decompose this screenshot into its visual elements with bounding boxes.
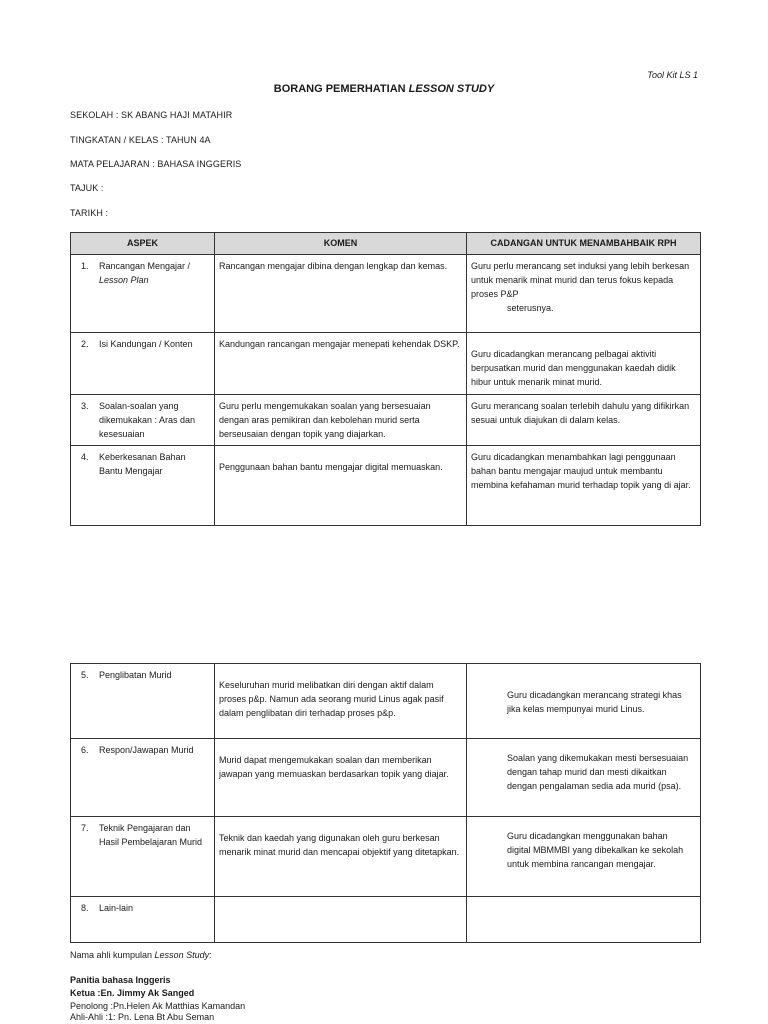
field-tingkatan: TINGKATAN / KELAS : TAHUN 4A (70, 135, 211, 145)
aspect-cell: 4. Keberkesanan Bahan Bantu Mengajar (71, 446, 215, 526)
observation-table-2 (70, 663, 701, 943)
cadangan-cell: Guru dicadangkan merancang strategi khas jika kelas mempunyai murid Linus. (467, 664, 701, 739)
cadangan-cell: Guru dicadangkan merancang pelbagai aktiviti berpusatkan murid dan menggunakan kaedah didik hibur untuk menarik minat murid. (467, 333, 701, 395)
table-row (71, 817, 701, 897)
aspect-cell: 1. Rancangan Mengajar / Lesson Plan (71, 255, 215, 333)
cadangan-cell: Guru dicadangkan menggunakan bahan digital MBMMBI yang dibekalkan ke sekolah untuk membina rancangan mengajar. (467, 817, 701, 897)
header-komen: KOMEN (215, 233, 467, 255)
aspect-cell: 5. Penglibatan Murid (71, 664, 215, 739)
table-header-row (71, 233, 701, 255)
toolkit-label: Tool Kit LS 1 (647, 70, 698, 80)
penolong-label: Penolong :Pn.Helen Ak Matthias Kamandan (70, 1001, 246, 1011)
table-row (71, 255, 701, 333)
field-mata-pelajaran: MATA PELAJARAN : BAHASA INGGERIS (70, 159, 242, 169)
komen-cell: Kandungan rancangan mengajar menepati kehendak DSKP. (215, 333, 467, 395)
form-title: BORANG PEMERHATIAN LESSON STUDY (273, 83, 495, 95)
field-tarikh: TARIKH : (70, 208, 109, 218)
panitia-label: Panitia bahasa Inggeris (70, 975, 171, 985)
table-row (71, 395, 701, 446)
table-row (71, 739, 701, 817)
aspect-cell: 2. Isi Kandungan / Konten (71, 333, 215, 395)
aspect-cell: 8. Lain-lain (71, 897, 215, 943)
komen-cell: Penggunaan bahan bantu mengajar digital memuaskan. (215, 446, 467, 526)
cadangan-cell: Soalan yang dikemukakan mesti bersesuaian dengan tahap murid dan mesti dikaitkan dengan pengalaman sedia ada murid (psa). (467, 739, 701, 817)
cadangan-cell: Guru dicadangkan menambahkan lagi penggunaan bahan bantu mengajar maujud untuk membantu membina kefahaman murid terhadap topik yang di ajar. (467, 446, 701, 526)
ahli-label: Ahli-Ahli :1: Pn. Lena Bt Abu Seman (70, 1012, 215, 1022)
komen-cell (215, 897, 467, 943)
table-row (71, 664, 701, 739)
header-cadangan: CADANGAN UNTUK MENAMBAHBAIK RPH (467, 233, 701, 255)
observation-table-1 (70, 232, 701, 526)
komen-cell: Keseluruhan murid melibatkan diri dengan aktif dalam proses p&p. Namun ada seorang murid Linus agak pasif dalam penglibatan diri terhadap proses p&p. (215, 664, 467, 739)
field-tajuk: TAJUK : (70, 183, 104, 193)
komen-cell: Rancangan mengajar dibina dengan lengkap dan kemas. (215, 255, 467, 333)
table-row (71, 333, 701, 395)
table-row (71, 897, 701, 943)
aspect-cell: 3. Soalan-soalan yang dikemukakan : Aras dan kesesuaian (71, 395, 215, 446)
cadangan-cell (467, 897, 701, 943)
komen-cell: Guru perlu mengemukakan soalan yang bersesuaian dengan aras pemikiran dan kebolehan murid serta berseusaian dengan topik yang diajarkan. (215, 395, 467, 446)
table-row (71, 446, 701, 526)
cadangan-cell: Guru perlu merancang set induksi yang lebih berkesan untuk menarik minat murid dan terus fokus kepada proses P&P seterusnya. (467, 255, 701, 333)
cadangan-cell: Guru merancang soalan terlebih dahulu yang difikirkan sesuai untuk diajukan di dalam kelas. (467, 395, 701, 446)
aspect-cell: 6. Respon/Jawapan Murid (71, 739, 215, 817)
komen-cell: Teknik dan kaedah yang digunakan oleh guru berkesan menarik minat murid dan mencapai objektif yang ditetapkan. (215, 817, 467, 897)
header-aspek: ASPEK (71, 233, 215, 255)
komen-cell: Murid dapat mengemukakan soalan dan memberikan jawapan yang memuaskan berdasarkan topik yang diajar. (215, 739, 467, 817)
members-heading: Nama ahli kumpulan Lesson Study: (70, 950, 212, 960)
aspect-cell: 7. Teknik Pengajaran dan Hasil Pembelajaran Murid (71, 817, 215, 897)
ketua-label: Ketua :En. Jimmy Ak Sanged (70, 988, 195, 998)
field-sekolah: SEKOLAH : SK ABANG HAJI MATAHIR (70, 110, 233, 120)
